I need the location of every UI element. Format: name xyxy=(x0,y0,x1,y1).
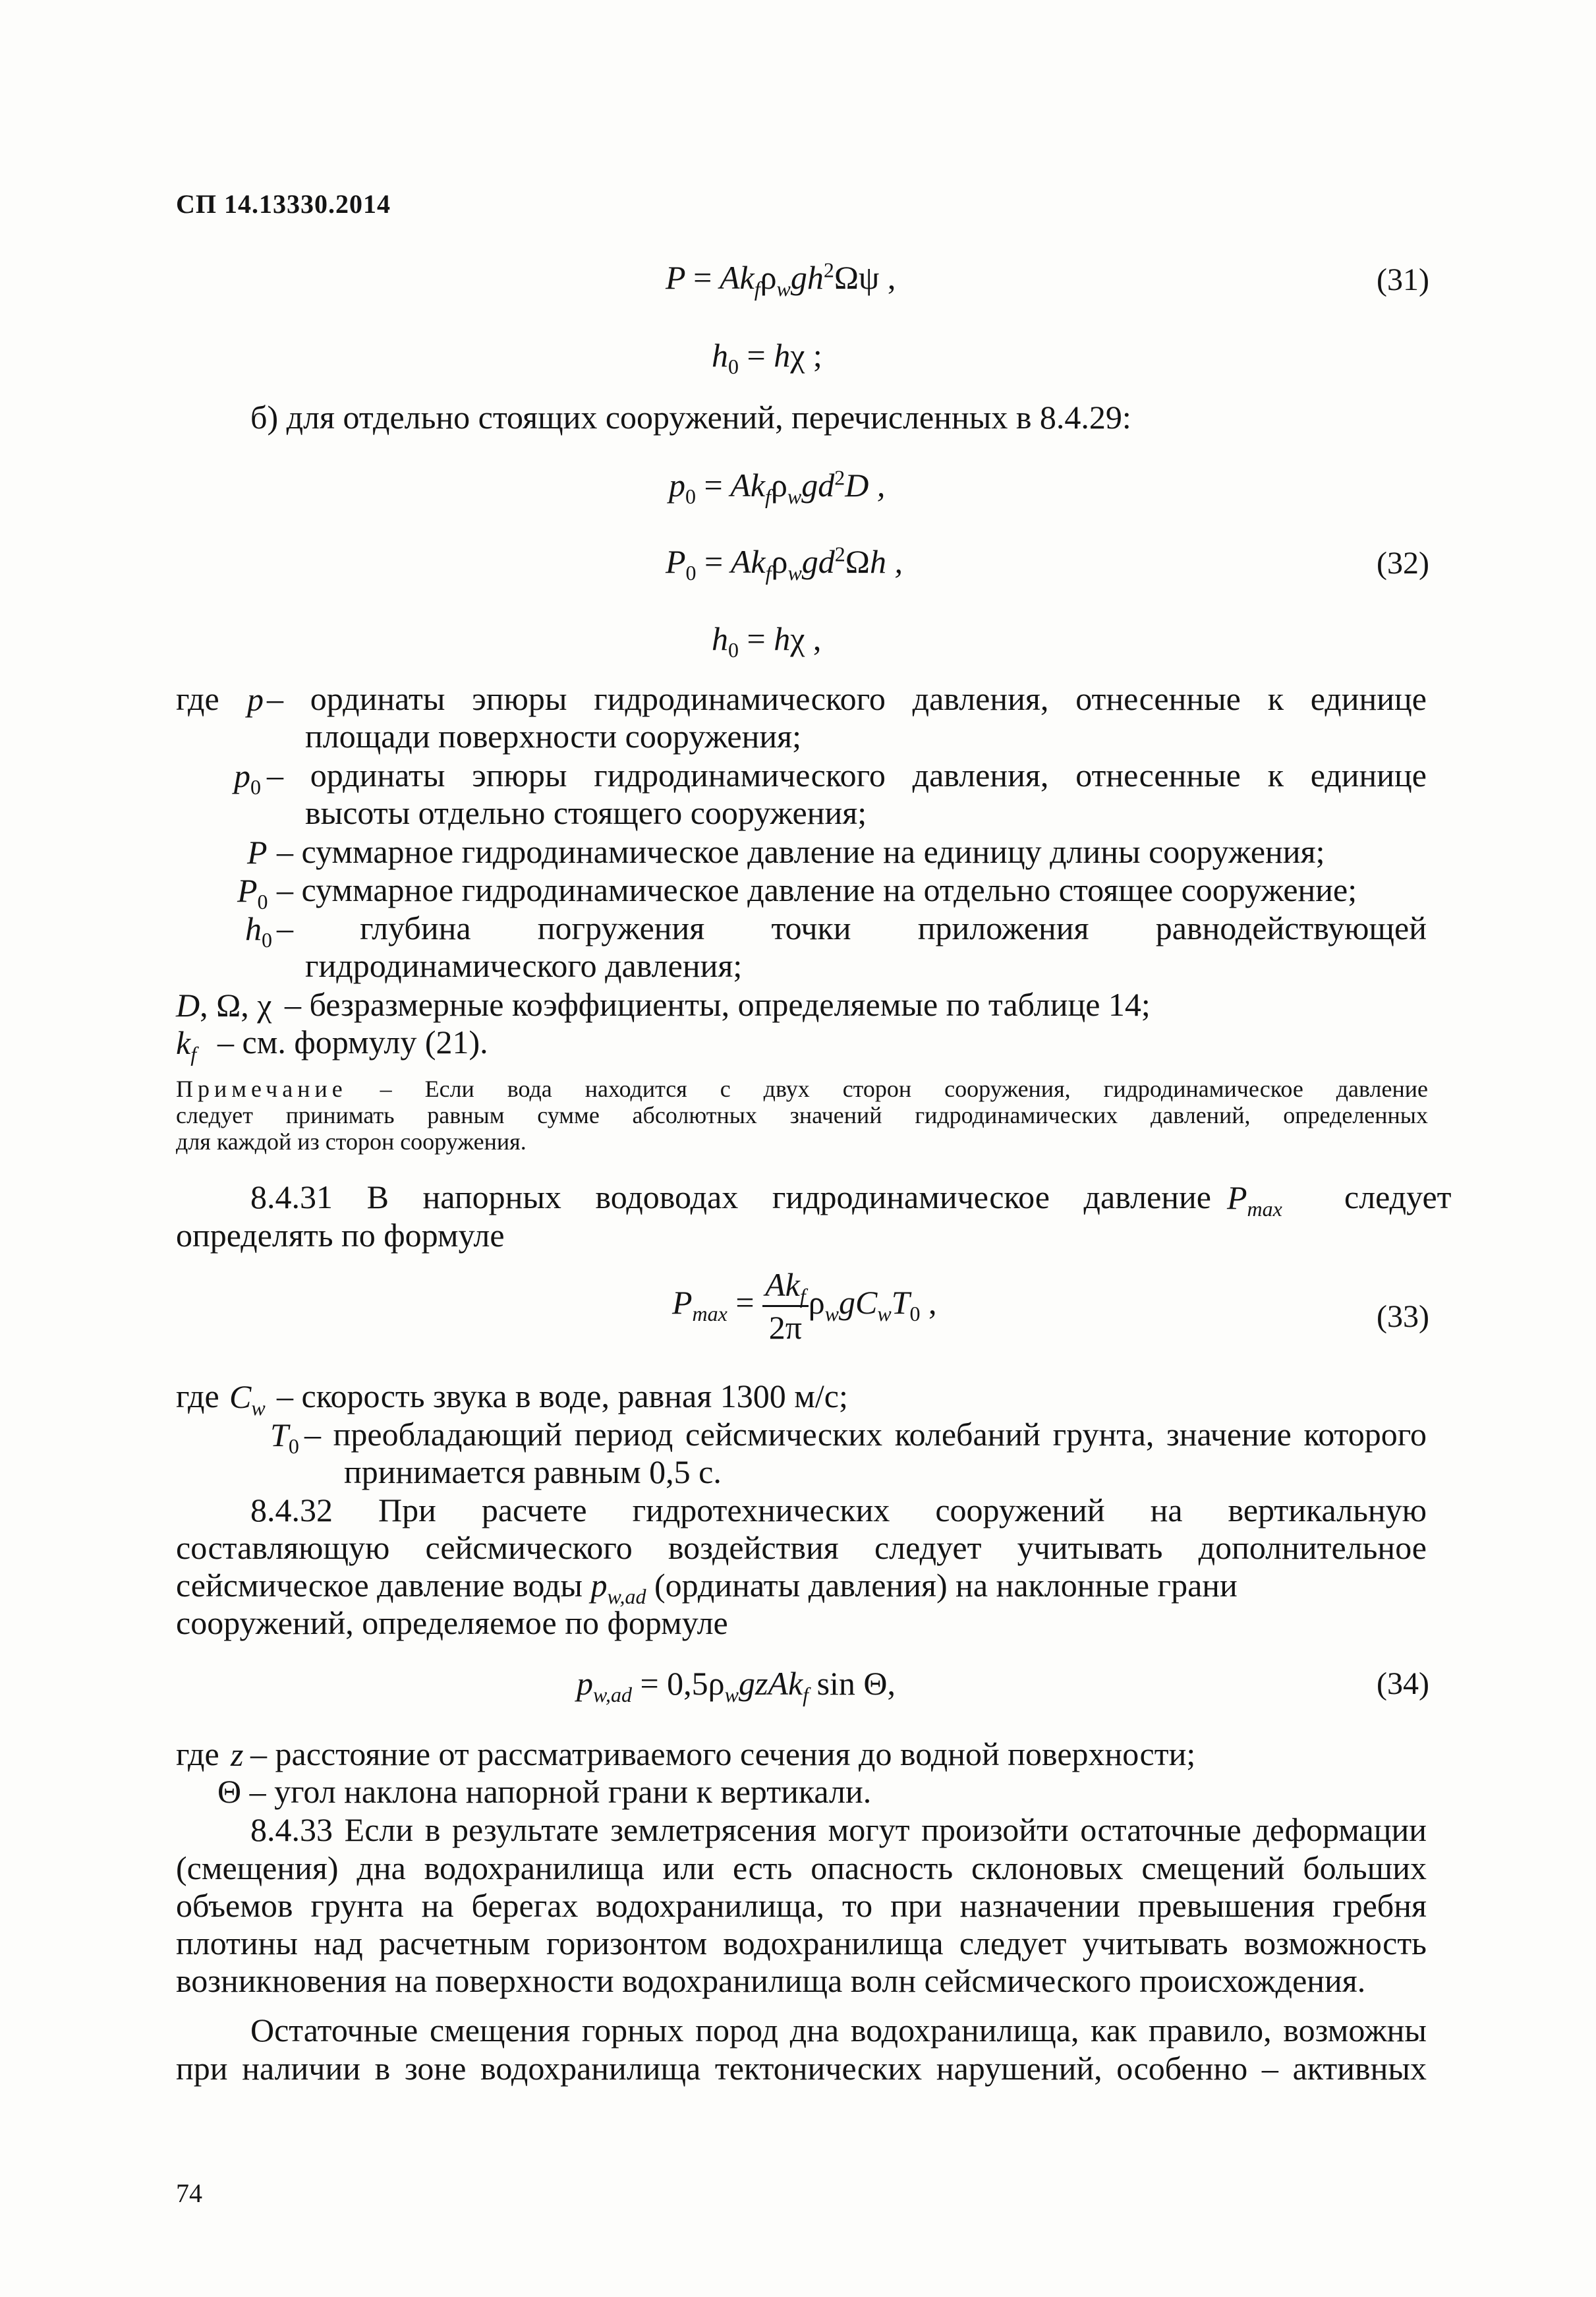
formula-32-P0: $P_0 = Ak_f\rho_wgd^2\Omega h$ , xyxy=(666,542,903,585)
symbol-z: z xyxy=(231,1736,244,1773)
formula-31-P: $P = Ak_f\rho_wgh^2\Omega\psi$ , xyxy=(666,258,896,301)
para-8432-line2: составляющую сейсмического воздействия следует учитывать дополнительное xyxy=(176,1529,1427,1566)
equation-number-33: (33) xyxy=(1377,1299,1429,1334)
def-P: – суммарное гидродинамическое давление на единицу длины сооружения; xyxy=(277,833,1325,870)
para-last-line2: при наличии в зоне водохранилища тектонических нарушений, особенно – активных xyxy=(176,2050,1427,2087)
equation-number-32: (32) xyxy=(1377,546,1429,581)
formula-32-h0: $h_0 = h\chi$ , xyxy=(712,620,822,662)
def-p-line2: площади поверхности сооружения; xyxy=(305,718,802,755)
para-8433-line4: плотины над расчетным горизонтом водохранилища следует учитывать возможность xyxy=(176,1925,1427,1962)
formula-34: $p_{w,ad}$ = $0,5\rho_wgzAk_f$ sin Θ, xyxy=(577,1665,896,1706)
def-T0-line2: принимается равным 0,5 с. xyxy=(344,1453,722,1490)
symbol-p0: $p_0$ xyxy=(234,757,261,799)
para-8432-line3 xyxy=(176,1567,1427,1608)
para-8433-line1: 8.4.33 Если в результате землетрясения могут произойти остаточные деформации xyxy=(250,1811,1427,1848)
where-label-1: где xyxy=(176,680,219,717)
symbol-P: P xyxy=(247,834,268,871)
symbol-kf: $k_f$ xyxy=(176,1024,197,1066)
def-p0-line1: – ординаты эпюры гидродинамического давления, отнесенные к единице xyxy=(267,757,1427,794)
note-line3: для каждой из сторон сооружения. xyxy=(176,1128,527,1155)
def-p0-line2: высоты отдельно стоящего сооружения; xyxy=(305,794,867,831)
def-z: – расстояние от рассматриваемого сечения до водной поверхности; xyxy=(250,1735,1196,1772)
def-T0-line1: – преобладающий период сейсмических колебаний грунта, значение которого xyxy=(304,1416,1427,1453)
where-label-2: где xyxy=(176,1378,219,1414)
def-kf: – см. формулу (21). xyxy=(217,1024,488,1061)
note-line1-text: – Если вода находится с двух сторон сооружения, гидродинамическое давление xyxy=(380,1076,1428,1102)
note-line2: следует принимать равным сумме абсолютных значений гидродинамических давлений, определенных xyxy=(176,1102,1428,1128)
def-D-Omega-chi: – безразмерные коэффициенты, определяемые по таблице 14; xyxy=(285,986,1151,1023)
formula-34-sin: sin Θ, xyxy=(816,1665,896,1702)
symbol-P0: $P_0$ xyxy=(237,872,268,914)
symbol-h0: $h_0$ xyxy=(245,910,272,952)
para-8432-line3-part2: (ординаты давления) на наклонные грани xyxy=(654,1567,1238,1604)
note-line1 xyxy=(176,1076,1428,1102)
def-h0-line1: – глубина погружения точки приложения равнодействующей xyxy=(277,910,1427,946)
para-8431-line2: определять по формуле xyxy=(176,1217,505,1254)
intro-b-text: б) для отдельно стоящих сооружений, перечисленных в 8.4.29: xyxy=(250,399,1131,436)
formula-31-h0: $h_0 = h\chi$ ; xyxy=(712,337,822,378)
para-last-line1: Остаточные смещения горных пород дна водохранилища, как правило, возможны xyxy=(250,2012,1427,2049)
equation-number-34: (34) xyxy=(1377,1666,1429,1701)
def-p-line1: – ординаты эпюры гидродинамического давления, отнесенные к единице xyxy=(267,680,1427,717)
para-8433-line3: объемов грунта на берегах водохранилища, то при назначении превышения гребня xyxy=(176,1887,1427,1924)
symbol-Pmax-inline: $P_{max}$ xyxy=(1227,1179,1282,1221)
where-label-3: где xyxy=(176,1735,219,1772)
formula-34-coef: = 0,5 xyxy=(640,1665,708,1702)
def-h0-line2: гидродинамического давления; xyxy=(305,947,743,984)
para-8432-line4: сооружений, определяемое по формуле xyxy=(176,1604,728,1641)
symbol-T0: $T_0$ xyxy=(270,1416,299,1458)
def-Cw: – скорость звука в воде, равная 1300 м/с; xyxy=(277,1378,848,1414)
formula-33: $P_{max}$ = $\frac{Ak_f}{2\pi}$ $\rho_wgC_wT_0$ , xyxy=(672,1266,937,1346)
para-8432-line3-part1: сейсмическое давление воды xyxy=(176,1567,583,1604)
para-8431-word: следует xyxy=(1344,1178,1452,1215)
para-8433-line2: (смещения) дна водохранилища или есть опасность склоновых смещений больших xyxy=(176,1849,1427,1886)
formula-32-p0: $p_0 = Ak_f\rho_wgd^2D$ , xyxy=(669,465,886,508)
symbols-D-Omega-chi: D, Ω, χ xyxy=(176,987,272,1024)
symbol-p: p xyxy=(247,681,264,718)
equation-number-31: (31) xyxy=(1377,262,1429,297)
para-8432-line1: 8.4.32 При расчете гидротехнических сооружений на вертикальную xyxy=(250,1492,1427,1528)
def-theta: Θ – угол наклона напорной грани к вертикали. xyxy=(217,1773,872,1810)
para-8433-line5: возникновения на поверхности водохранилища волн сейсмического происхождения. xyxy=(176,1962,1366,1999)
page-number: 74 xyxy=(176,2178,202,2208)
para-8431-line1: 8.4.31 В напорных водоводах гидродинамическое давление xyxy=(250,1178,1211,1215)
formula-33-fraction: $\frac{Ak_f}{2\pi}$ xyxy=(762,1265,809,1347)
document-code-header: СП 14.13330.2014 xyxy=(176,189,391,219)
note-label: Примечание xyxy=(176,1076,347,1102)
symbol-Cw: $C_w$ xyxy=(229,1378,266,1420)
symbol-pwad-inline: $p_{w,ad}$ xyxy=(590,1567,646,1608)
def-P0: – суммарное гидродинамическое давление на отдельно стоящее сооружение; xyxy=(277,871,1357,908)
